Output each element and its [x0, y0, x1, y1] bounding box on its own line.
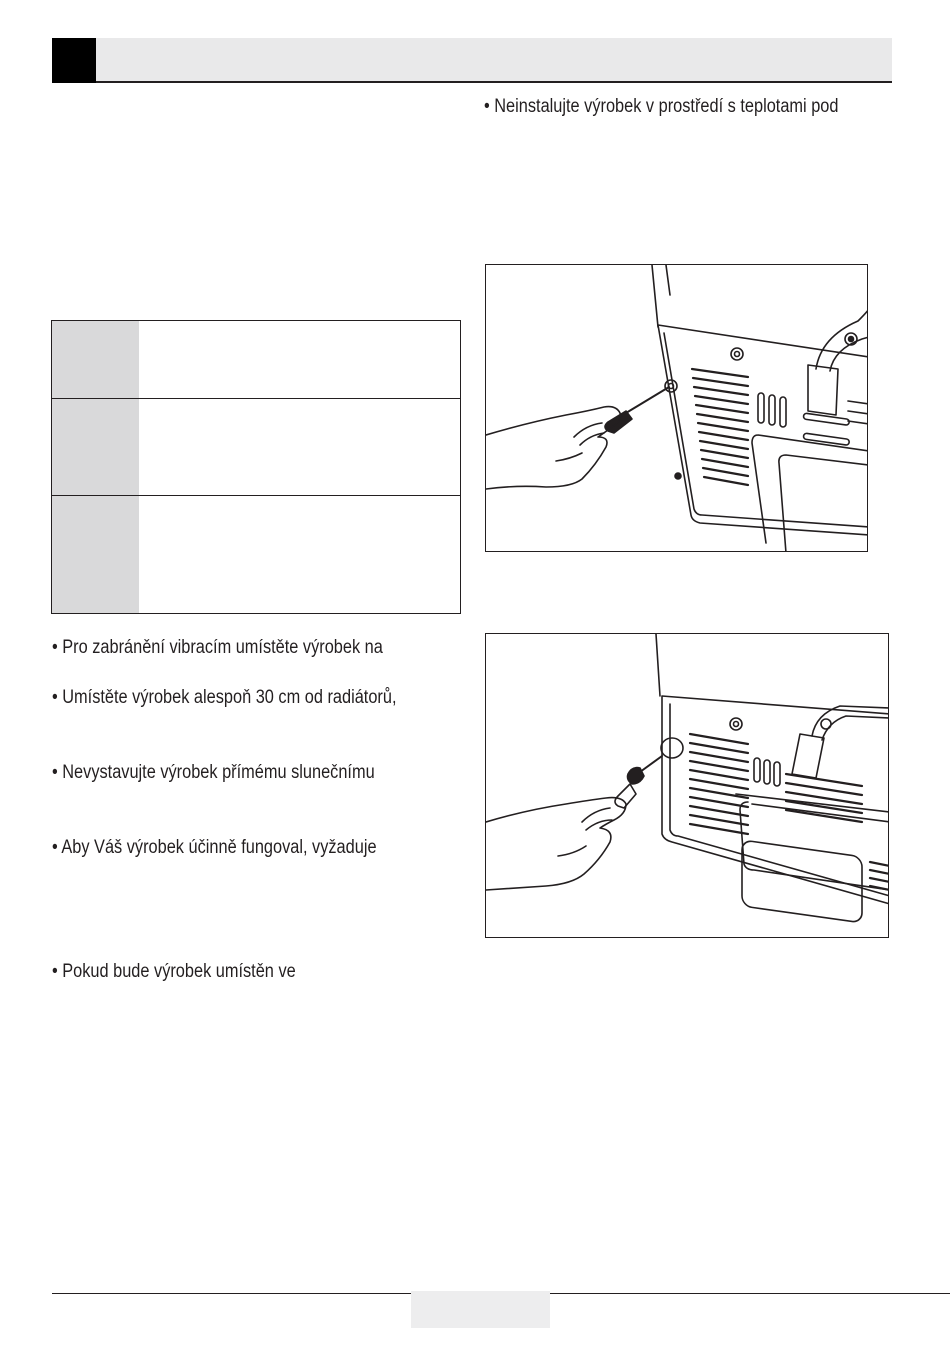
figure-screwdriver-back-panel-2 — [485, 633, 889, 938]
bullet-sunlight: • Nevystavujte výrobek přímému slunečnímu — [52, 762, 375, 783]
figure-screwdriver-back-panel-1 — [485, 264, 868, 552]
bullet-placement: • Pokud bude výrobek umístěn ve — [52, 961, 296, 982]
climate-class-cell — [52, 321, 139, 398]
bullet-radiators: • Umístěte výrobek alespoň 30 cm od radiátorů, — [52, 687, 397, 708]
bullet-vibration: • Pro zabránění vibracím umístěte výrobek na — [52, 637, 383, 658]
section-number-block — [52, 38, 96, 83]
section-header-bar — [52, 38, 892, 83]
bullet-temperature: • Neinstalujte výrobek v prostředí s teplotami pod — [484, 96, 839, 117]
table-row — [52, 321, 460, 399]
hand-screwdriver-illustration-icon — [486, 265, 868, 552]
table-row — [52, 399, 460, 496]
page-number-tab — [411, 1291, 550, 1328]
climate-class-cell — [52, 399, 139, 495]
climate-class-cell — [52, 496, 139, 613]
table-row — [52, 496, 460, 613]
climate-class-table — [51, 320, 461, 614]
bullet-ventilation: • Aby Váš výrobek účinně fungoval, vyžaduje — [52, 837, 377, 858]
hand-screwdriver-illustration-icon — [486, 634, 889, 938]
